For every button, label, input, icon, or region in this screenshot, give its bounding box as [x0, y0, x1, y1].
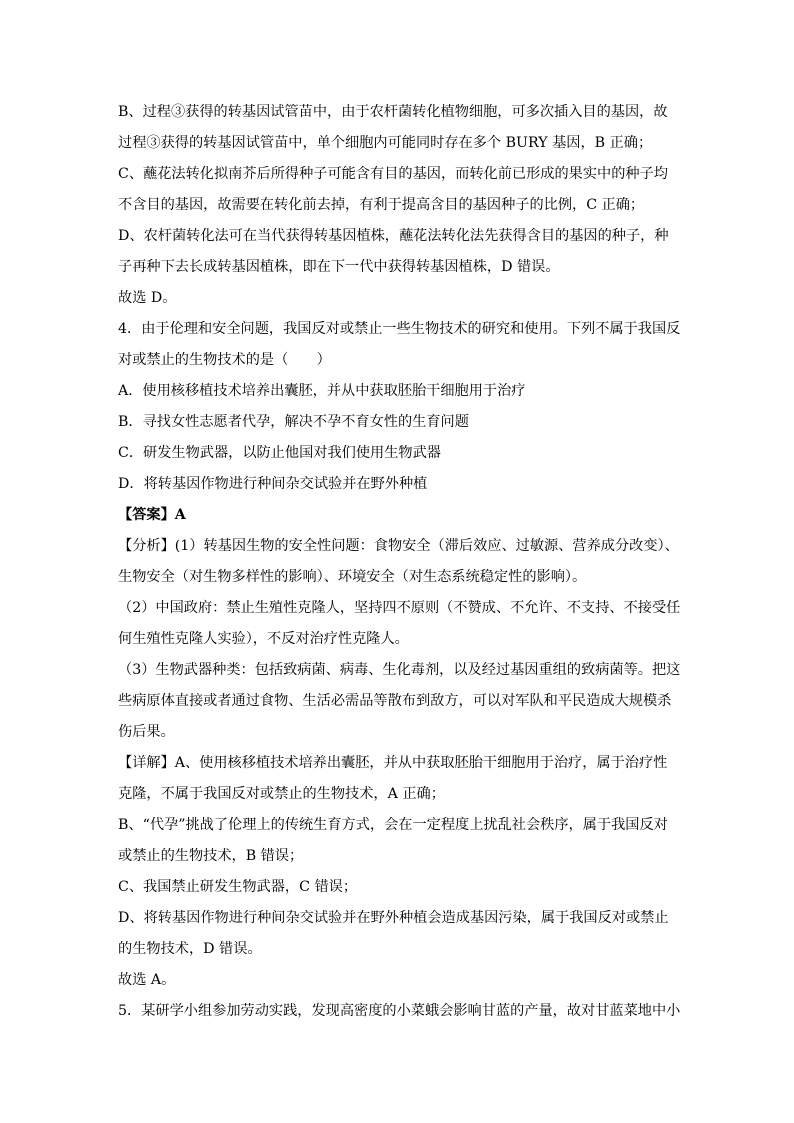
- detail-line: 故选 A。: [118, 972, 176, 988]
- option-b: B．寻找女性志愿者代孕，解决不孕不育女性的生育问题: [118, 414, 469, 430]
- detail-line: B、“代孕”挑战了伦理上的传统生育方式，会在一定程度上扰乱社会秩序，属于我国反对: [118, 817, 668, 833]
- text-line: 不含目的基因，故需要在转化前去掉，有利于提高含目的基因种子的比例，C 正确；: [118, 197, 645, 213]
- analysis-line: 些病原体直接或者通过食物、生活必需品等散布到敌方，可以对军队和平民造成大规模杀: [118, 693, 672, 709]
- text-line: B、过程③获得的转基因试管苗中，由于农杆菌转化植物细胞，可多次插入目的基因，故: [118, 104, 668, 120]
- text-line: 过程③获得的转基因试管苗中，单个细胞内可能同时存在多个 BURY 基因，B 正确；: [118, 135, 653, 151]
- analysis-line: （2）中国政府：禁止生殖性克隆人，坚持四不原则（不赞成、不允许、不支持、不接受任: [118, 600, 681, 616]
- text-line: D、农杆菌转化法可在当代获得转基因植株，蘸花法转化法先获得含目的基因的种子，种: [118, 228, 669, 244]
- text-line: 故选 D。: [118, 290, 177, 306]
- question-5-stem: 5．某研学小组参加劳动实践，发现高密度的小菜蛾会影响甘蓝的产量，故对甘蓝菜地中小: [118, 1003, 681, 1019]
- analysis-line: 【分析】(1）转基因生物的安全性问题：食物安全（滞后效应、过敏源、营养成分改变）、: [118, 538, 679, 554]
- option-c: C．研发生物武器，以防止他国对我们使用生物武器: [118, 445, 441, 461]
- option-a: A．使用核移植技术培养出囊胚，并从中获取胚胎干细胞用于治疗: [118, 383, 526, 399]
- option-d: D．将转基因作物进行种间杂交试验并在野外种植: [118, 476, 428, 492]
- detail-line: 的生物技术，D 错误。: [118, 941, 262, 957]
- document-body: [118, 97, 681, 1027]
- detail-line: D、将转基因作物进行种间杂交试验并在野外种植会造成基因污染，属于我国反对或禁止: [118, 910, 669, 926]
- analysis-line: 生物安全（对生物多样性的影响）、环境安全（对生态系统稳定性的影响）。: [118, 569, 587, 585]
- answer-line: 【答案】A: [118, 507, 186, 523]
- detail-line: 【详解】A、使用核移植技术培养出囊胚，并从中获取胚胎干细胞用于治疗，属于治疗性: [118, 755, 668, 771]
- text-line: C、蘸花法转化拟南芥后所得种子可能含有目的基因，而转化前已形成的果实中的种子均: [118, 166, 668, 182]
- text-line: 子再种下去长成转基因植株，即在下一代中获得转基因植株，D 错误。: [118, 259, 560, 275]
- detail-line: 或禁止的生物技术，B 错误；: [118, 848, 304, 864]
- question-4-stem: 对或禁止的生物技术的是（ ）: [118, 352, 331, 368]
- analysis-line: 何生殖性克隆人实验），不反对治疗性克隆人。: [118, 631, 409, 647]
- analysis-line: （3）生物武器种类：包括致病菌、病毒、生化毒剂，以及经过基因重组的致病菌等。把这: [118, 662, 681, 678]
- detail-line: 克隆，不属于我国反对或禁止的生物技术，A 正确；: [118, 786, 445, 802]
- question-4-stem: 4．由于伦理和安全问题，我国反对或禁止一些生物技术的研究和使用。下列不属于我国反: [118, 321, 681, 337]
- analysis-line: 伤后果。: [118, 724, 175, 740]
- detail-line: C、我国禁止研发生物武器，C 错误；: [118, 879, 358, 895]
